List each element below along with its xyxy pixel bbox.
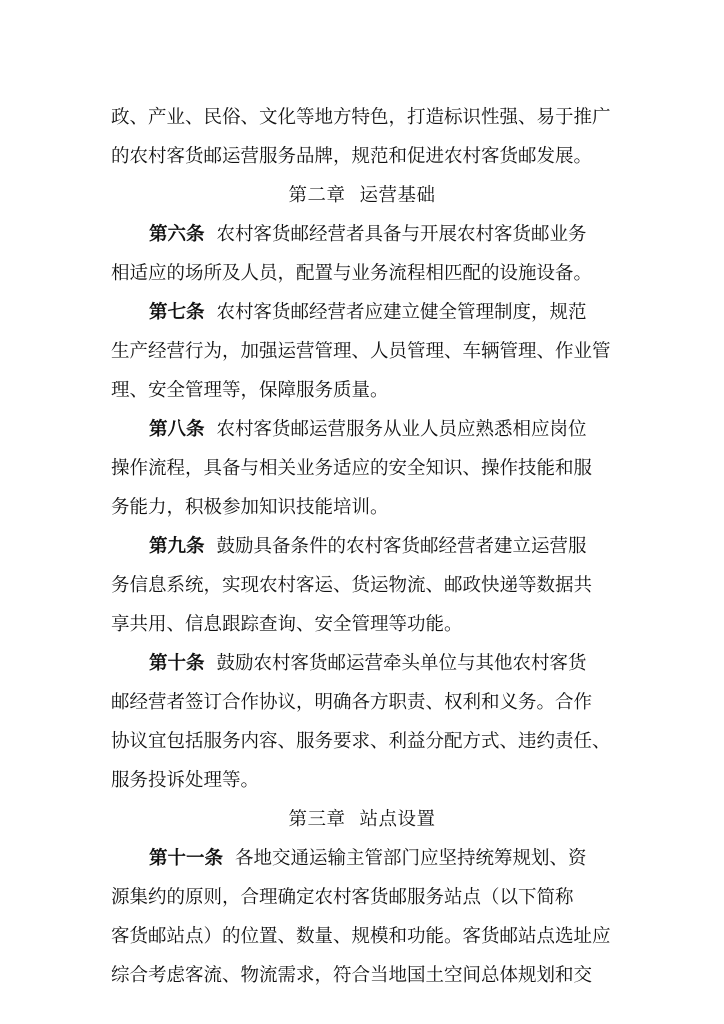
article-first-line (111, 839, 613, 878)
text-line: 的农村客货邮运营服务品牌，规范和促进农村客货邮发展。 (111, 146, 593, 167)
chapter-number: 第三章 (288, 809, 346, 830)
article-label: 第六条 (149, 224, 205, 245)
text-line: 享共用、信息跟踪查询、安全管理等功能。 (111, 614, 463, 635)
text-line: 协议宜包括服务内容、服务要求、利益分配方式、违约责任、 (111, 731, 611, 752)
text-line: 各地交通运输主管部门应坚持统筹规划、资 (235, 848, 587, 869)
chapter-title: 站点设置 (359, 809, 436, 830)
paragraph-continuation (111, 98, 613, 176)
text-line: 客货邮站点）的位置、数量、规模和功能。客货邮站点选址应 (111, 926, 611, 947)
text-line: 政、产业、民俗、文化等地方特色，打造标识性强、易于推广 (111, 107, 611, 128)
article-7 (111, 293, 613, 410)
text-line: 农村客货邮经营者应建立健全管理制度，规范 (216, 302, 587, 323)
text-line: 操作流程，具备与相关业务适应的安全知识、操作技能和服 (111, 458, 593, 479)
article-label: 第八条 (149, 419, 205, 440)
text-line: 农村客货邮经营者具备与开展农村客货邮业务 (216, 224, 587, 245)
article-label: 第九条 (149, 536, 205, 557)
text-line: 服务投诉处理等。 (111, 770, 260, 791)
article-first-line (111, 215, 613, 254)
text-line: 理、安全管理等，保障服务质量。 (111, 380, 389, 401)
article-first-line (111, 410, 613, 449)
article-first-line (111, 527, 613, 566)
text-line: 综合考虑客流、物流需求，符合当地国土空间总体规划和交 (111, 965, 593, 986)
article-label: 第十条 (149, 653, 205, 674)
text-line: 鼓励具备条件的农村客货邮经营者建立运营服 (216, 536, 587, 557)
article-label: 第十一条 (149, 848, 224, 869)
text-line: 务信息系统，实现农村客运、货运物流、邮政快递等数据共 (111, 575, 593, 596)
chapter-heading-3 (111, 800, 613, 839)
text-line: 源集约的原则，合理确定农村客货邮服务站点（以下简称 (111, 887, 574, 908)
article-9 (111, 527, 613, 644)
chapter-heading-2 (111, 176, 613, 215)
text-line: 农村客货邮运营服务从业人员应熟悉相应岗位 (216, 419, 587, 440)
text-line: 生产经营行为，加强运营管理、人员管理、车辆管理、作业管 (111, 341, 611, 362)
article-11 (111, 839, 613, 995)
article-8 (111, 410, 613, 527)
text-line: 鼓励农村客货邮运营牵头单位与其他农村客货 (216, 653, 587, 674)
article-10 (111, 644, 613, 800)
text-line: 务能力，积极参加知识技能培训。 (111, 497, 389, 518)
article-6 (111, 215, 613, 293)
article-first-line (111, 293, 613, 332)
article-first-line (111, 644, 613, 683)
text-line: 邮经营者签订合作协议，明确各方职责、权利和义务。合作 (111, 692, 593, 713)
text-line: 相适应的场所及人员，配置与业务流程相匹配的设施设备。 (111, 263, 593, 284)
chapter-title: 运营基础 (359, 185, 436, 206)
document-page (111, 98, 613, 995)
article-label: 第七条 (149, 302, 205, 323)
chapter-number: 第二章 (288, 185, 346, 206)
